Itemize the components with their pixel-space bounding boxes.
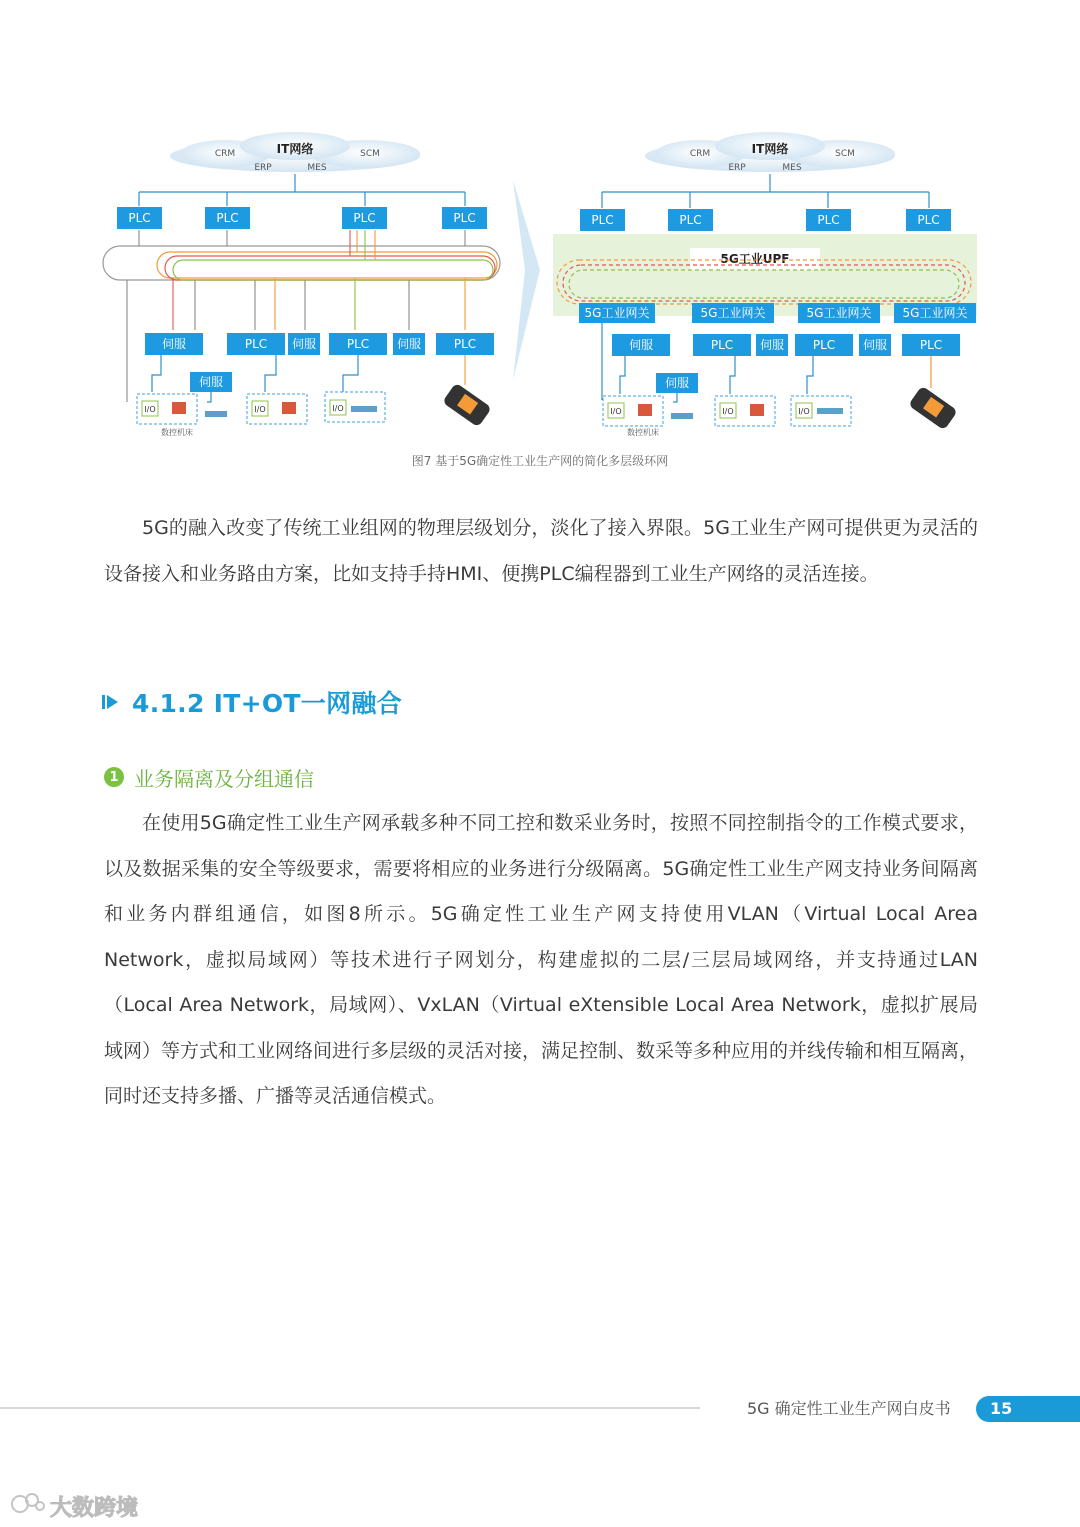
left-cloud-mes: MES	[307, 163, 327, 173]
left-servo-2: 伺服	[291, 337, 317, 351]
network-diagram	[95, 130, 985, 440]
left-cloud-scm: SCM	[360, 149, 380, 159]
right-cloud-mes: MES	[782, 163, 802, 173]
right-diagram	[553, 132, 977, 437]
right-top-plc-4: PLC	[917, 213, 940, 227]
right-cloud-scm: SCM	[835, 149, 855, 159]
left-plc-c: PLC	[453, 337, 477, 351]
left-servo-3: 伺服	[396, 337, 422, 351]
right-handheld-device-icon	[908, 386, 958, 431]
left-diagram	[103, 132, 500, 437]
upf-label: 5G工业UPF	[720, 252, 790, 266]
right-plc-b: PLC	[812, 338, 836, 352]
left-top-plc-1: PLC	[128, 211, 151, 225]
left-io-3: I/O	[332, 404, 344, 413]
transition-arrow-icon	[513, 180, 540, 380]
right-top-plc-2: PLC	[679, 213, 702, 227]
right-servo-2: 伺服	[759, 338, 785, 352]
gateway-2: 5G工业网关	[700, 306, 766, 320]
right-io-3: I/O	[798, 407, 810, 416]
footer-divider	[0, 1407, 700, 1409]
footer-title: 5G 确定性工业生产网白皮书	[747, 1399, 951, 1418]
right-servo-3: 伺服	[862, 338, 888, 352]
right-it-cloud	[645, 132, 895, 173]
right-io-1: I/O	[610, 407, 622, 416]
left-io-1: I/O	[144, 405, 156, 414]
watermark-text: 大数跨境	[50, 1495, 139, 1521]
left-servo-extra: 伺服	[198, 375, 224, 389]
gateway-4: 5G工业网关	[902, 306, 968, 320]
section-title: 4.1.2 IT+OT一网融合	[132, 689, 402, 718]
right-servo-1: 伺服	[628, 338, 654, 352]
watermark-logo-icon	[10, 1490, 46, 1522]
gateway-3: 5G工业网关	[806, 306, 872, 320]
paragraph-1: 5G的融入改变了传统工业组网的物理层级划分，淡化了接入界限。5G工业生产网可提供更为灵活的设备接入和业务路由方案，比如支持手持HMI、便携PLC编程器到工业生产网络的灵活连接。	[104, 517, 978, 585]
right-plc-a: PLC	[710, 338, 734, 352]
left-machine-label: 数控机床	[161, 428, 193, 437]
right-top-plc-1: PLC	[591, 213, 614, 227]
subsection-title: 业务隔离及分组通信	[134, 766, 314, 791]
page-number: 15	[976, 1396, 1080, 1422]
left-plc-b: PLC	[346, 337, 370, 351]
play-arrow-icon	[100, 691, 122, 713]
right-plc-c: PLC	[919, 338, 943, 352]
subsection-number: 1	[104, 767, 124, 787]
left-handheld-device-icon	[442, 383, 492, 428]
left-it-cloud	[170, 132, 420, 173]
right-io-2: I/O	[722, 407, 734, 416]
left-servo-1: 伺服	[161, 337, 187, 351]
right-cloud-crm: CRM	[689, 149, 711, 159]
left-cloud-erp: ERP	[254, 163, 272, 173]
gateway-1: 5G工业网关	[584, 306, 650, 320]
left-cloud-title: IT网络	[276, 142, 314, 156]
right-top-plc-3: PLC	[817, 213, 840, 227]
watermark	[10, 1490, 138, 1522]
right-machine-label: 数控机床	[627, 428, 659, 437]
left-cloud-crm: CRM	[214, 149, 236, 159]
right-cloud-title: IT网络	[751, 142, 789, 156]
subsection-heading	[104, 762, 314, 792]
left-io-2: I/O	[254, 405, 266, 414]
right-servo-extra: 伺服	[664, 376, 690, 390]
left-top-plc-2: PLC	[216, 211, 239, 225]
left-top-plc-3: PLC	[353, 211, 376, 225]
section-heading	[100, 680, 402, 724]
right-cloud-erp: ERP	[728, 163, 746, 173]
figure-caption: 图7 基于5G确定性工业生产网的简化多层级环网	[411, 454, 669, 468]
left-plc-a: PLC	[244, 337, 268, 351]
left-top-plc-4: PLC	[453, 211, 476, 225]
paragraph-2: 在使用5G确定性工业生产网承载多种不同工控和数采业务时，按照不同控制指令的工作模式要求，以及数据采集的安全等级要求，需要将相应的业务进行分级隔离。5G确定性工业生产网支持业务间隔离和业务内群组通信，如图8所示。5G确定性工业生产网支持使用VLAN（Virtual Local Area Network，虚拟局域网）等技术进行子网划分，构建虚拟的二层/三层局域网络，并支持通过LAN（Local Area Network，局域网）、VxLAN（Virtual eXtensible Local Area Network，虚拟扩展局域网）等方式和工业网络间进行多层级的灵活对接，满足控制、数采等多种应用的并线传输和相互隔离，同时还支持多播、广播等灵活通信模式。	[104, 812, 979, 1107]
